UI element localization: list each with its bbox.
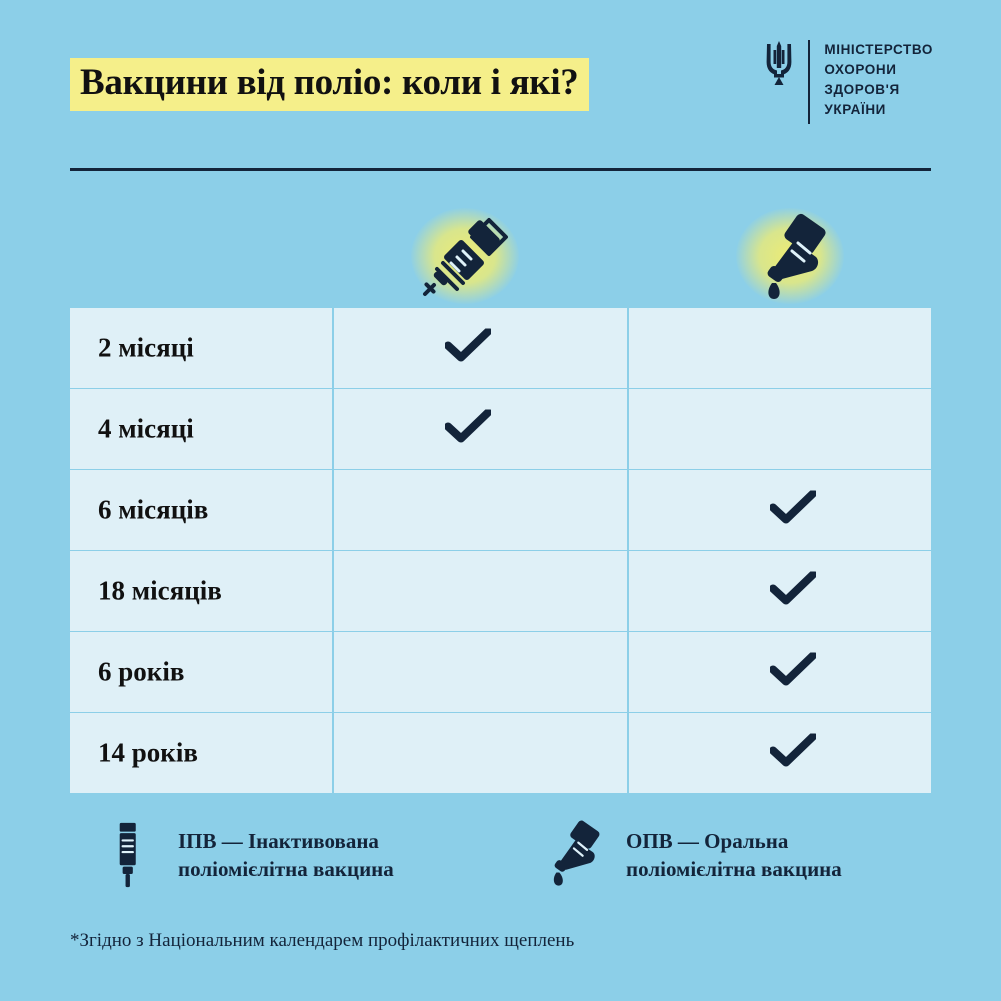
check-opv-icon [770, 734, 816, 773]
column-divider [332, 632, 334, 712]
row-age-label: 6 років [98, 656, 185, 687]
ministry-line-4: УКРАЇНИ [824, 101, 886, 117]
vaccine-schedule-table [70, 200, 931, 794]
table-row [70, 713, 931, 793]
column-divider [627, 551, 629, 631]
syringe-icon [417, 213, 513, 299]
check-opv-icon [770, 491, 816, 530]
legend-item-opv [532, 820, 842, 890]
legend-ipv-line1: ІПВ — Інактивована [178, 828, 379, 853]
ministry-line-1: МІНІСТЕРСТВО [824, 42, 933, 57]
ministry-logo [764, 40, 933, 124]
column-header-ipv [400, 208, 530, 304]
column-divider [627, 632, 629, 712]
legend [92, 820, 942, 890]
column-divider [332, 470, 334, 550]
legend-ipv-line2: поліомієлітна вакцина [178, 857, 394, 881]
row-age-label: 2 місяці [98, 332, 194, 363]
check-opv-icon [770, 572, 816, 611]
check-ipv-icon [445, 329, 491, 368]
legend-opv-line2: поліомієлітна вакцина [626, 857, 842, 881]
legend-text-opv [626, 827, 842, 884]
table-row [70, 632, 931, 712]
check-ipv-icon [445, 410, 491, 449]
syringe-icon [92, 820, 162, 890]
ministry-line-2: ОХОРОНИ [824, 61, 897, 77]
row-age-label: 18 місяців [98, 575, 222, 606]
row-age-label: 14 років [98, 737, 198, 768]
legend-text-ipv [178, 827, 394, 884]
table-row [70, 389, 931, 469]
column-divider [332, 551, 334, 631]
column-header-opv [725, 208, 855, 304]
legend-opv-line1: ОПВ — Оральна [626, 828, 789, 853]
footnote: *Згідно з Національним календарем профілактичних щеплень [70, 930, 575, 951]
row-age-label: 4 місяці [98, 413, 194, 444]
table-row [70, 308, 931, 388]
check-opv-icon [770, 653, 816, 692]
column-divider [627, 389, 629, 469]
logo-divider [808, 40, 810, 124]
table-row [70, 551, 931, 631]
column-divider [627, 308, 629, 388]
ukraine-trident-icon [764, 40, 794, 86]
header [0, 0, 1001, 150]
header-divider [70, 168, 931, 171]
legend-item-ipv [92, 820, 532, 890]
column-divider [332, 713, 334, 793]
oral-dropper-icon [742, 213, 838, 299]
column-divider [627, 713, 629, 793]
table-header-row [70, 200, 931, 308]
column-divider [332, 308, 334, 388]
column-divider [627, 470, 629, 550]
column-divider [332, 389, 334, 469]
page-title-wrap [70, 58, 589, 111]
page-title: Вакцини від поліо: коли і які? [70, 58, 589, 111]
oral-dropper-icon [532, 820, 610, 890]
table-row [70, 470, 931, 550]
ministry-line-3: ЗДОРОВ'Я [824, 81, 900, 97]
row-age-label: 6 місяців [98, 494, 209, 525]
ministry-name [824, 40, 933, 119]
